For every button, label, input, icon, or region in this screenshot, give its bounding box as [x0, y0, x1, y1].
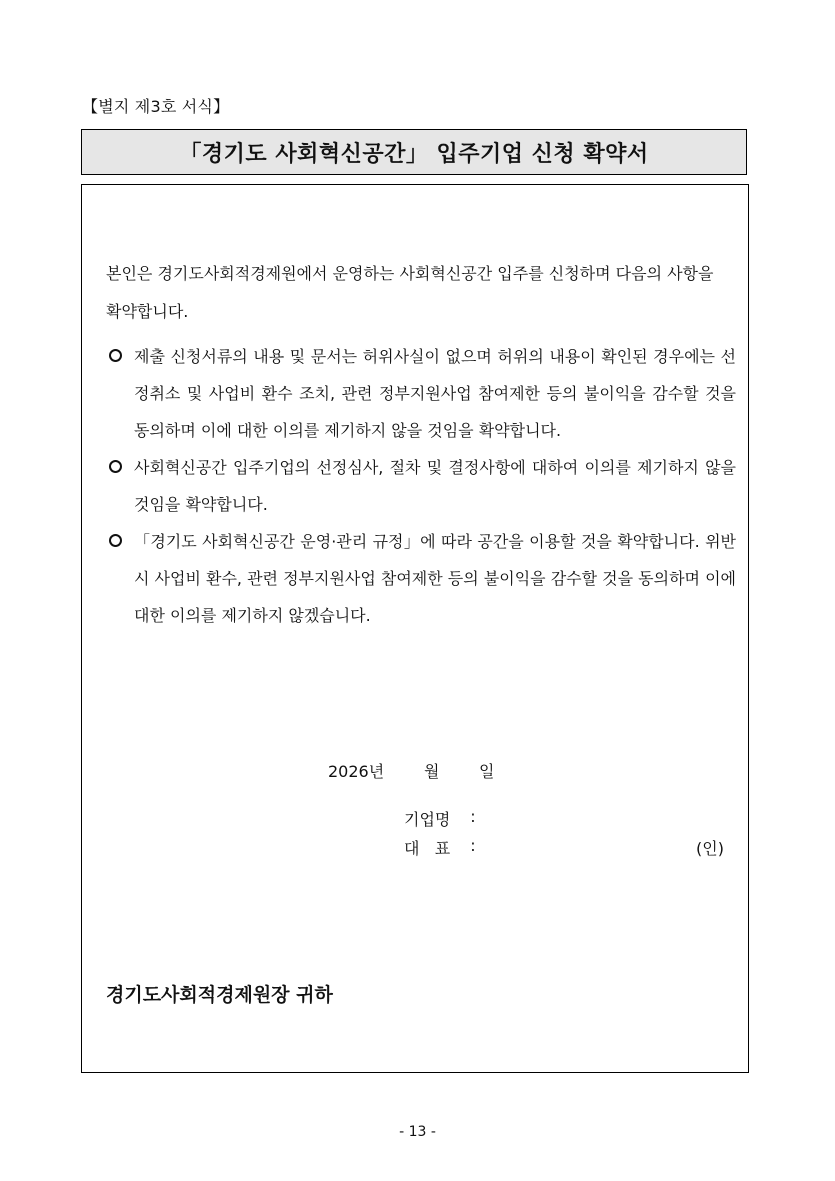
- pledge-items: [106, 338, 736, 634]
- representative-label: 대 표: [404, 839, 451, 858]
- date-day: 일: [479, 762, 495, 781]
- bullet-circle-icon: [106, 449, 134, 523]
- company-name-colon: :: [470, 807, 476, 826]
- intro-paragraph: 본인은 경기도사회적경제원에서 운영하는 사회혁신공간 입주를 신청하며 다음의 사항을 확약합니다.: [106, 264, 714, 321]
- document-title-text: 「경기도 사회혁신공간」 입주기업 신청 확약서: [179, 141, 649, 167]
- document-title: [81, 129, 747, 175]
- bullet-circle-icon: [106, 523, 134, 634]
- page-number: - 13 -: [399, 1124, 436, 1140]
- pledge-item: [106, 523, 736, 634]
- date-year: 2026년: [328, 762, 385, 781]
- pledge-content-box: [81, 184, 749, 1073]
- pledge-item-text: 제출 신청서류의 내용 및 문서는 허위사실이 없으며 허위의 내용이 확인된 경우에는 선정취소 및 사업비 환수 조치, 관련 정부지원사업 참여제한 등의 불이익을 감수할 것을 동의하며 이에 대한 이의를 제기하지 않을 것임을 확약합니다.: [134, 347, 736, 440]
- pledge-item-text: 「경기도 사회혁신공간 운영·관리 규정」에 따라 공간을 이용할 것을 확약합니다. 위반시 사업비 환수, 관련 정부지원사업 참여제한 등의 불이익을 감수할 것을 동의하며 이에 대한 이의를 제기하지 않겠습니다.: [134, 532, 736, 625]
- date-line: [328, 759, 494, 782]
- pledge-item: [106, 449, 736, 523]
- form-label: 【별지 제3호 서식】: [82, 97, 230, 116]
- company-name-line: [404, 807, 724, 830]
- bullet-circle-icon: [106, 338, 134, 449]
- representative-line: [404, 836, 724, 859]
- company-name-label: 기업명: [404, 810, 451, 829]
- date-month: 월: [424, 762, 440, 781]
- pledge-item-text: 사회혁신공간 입주기업의 선정심사, 절차 및 결정사항에 대하여 이의를 제기하지 않을 것임을 확약합니다.: [134, 458, 736, 514]
- representative-colon: :: [470, 836, 476, 855]
- pledge-item: [106, 338, 736, 449]
- seal-mark: (인): [696, 839, 724, 858]
- recipient-line: 경기도사회적경제원장 귀하: [106, 984, 333, 1006]
